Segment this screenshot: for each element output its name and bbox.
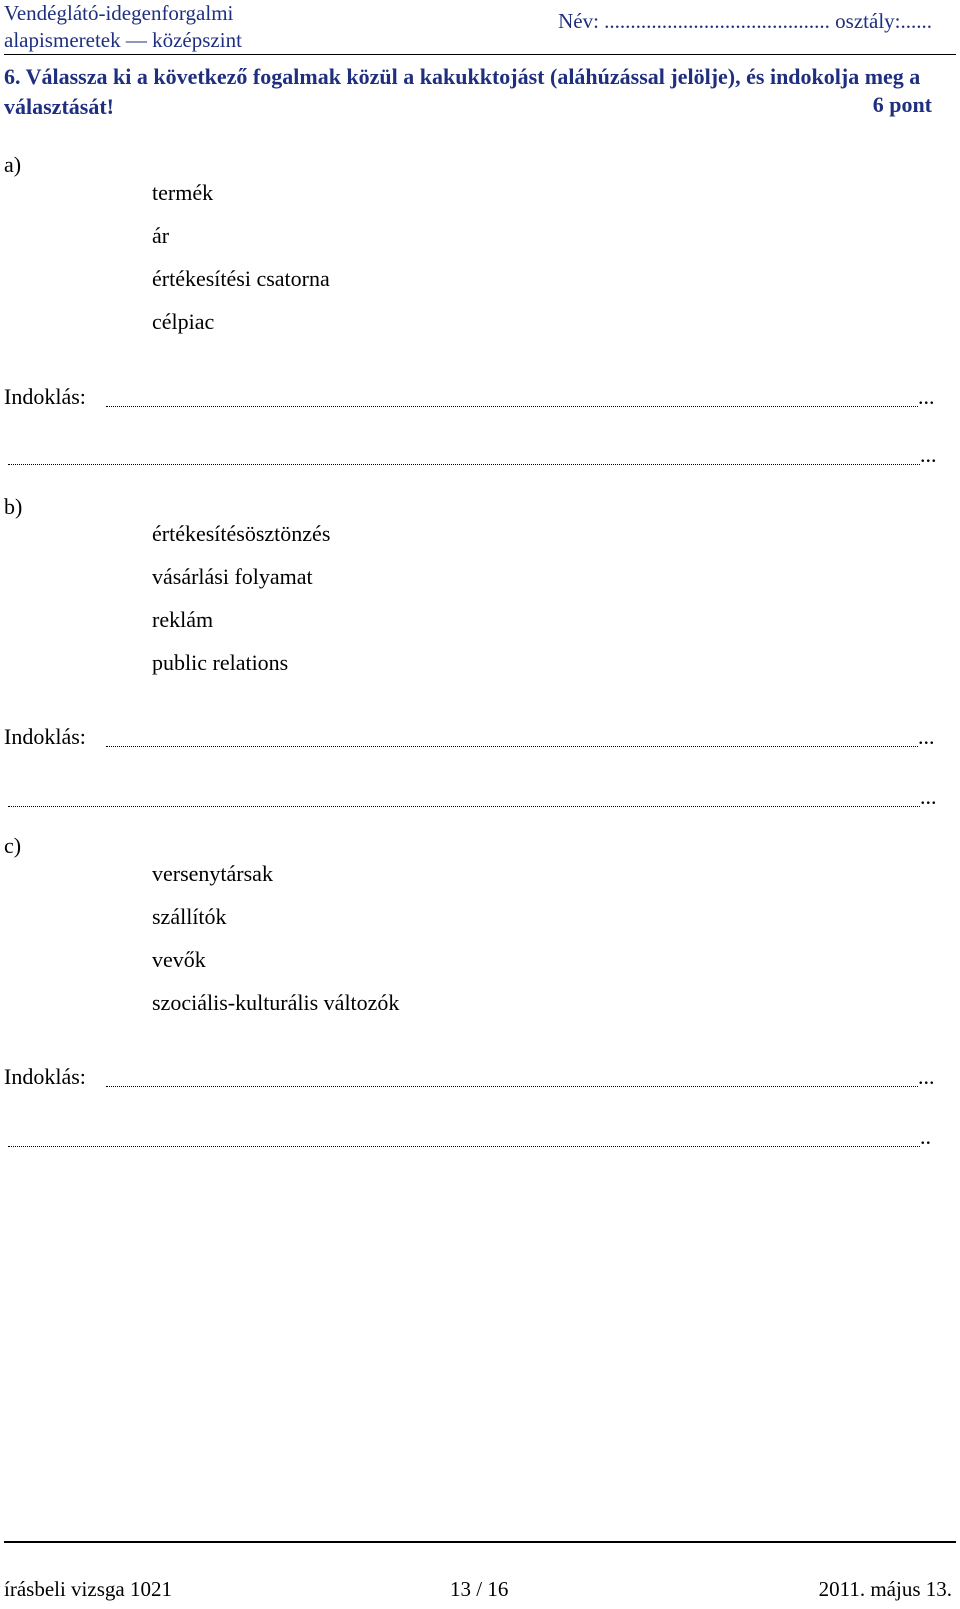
section-b-item-2[interactable]: vásárlási folyamat (152, 564, 313, 589)
section-b-item-1[interactable]: értékesítésösztönzés (152, 521, 331, 546)
section-c-mark: c) (4, 833, 22, 858)
section-a-item-1[interactable]: termék (152, 180, 214, 205)
subject-line-1: Vendéglátó-idegenforgalmi (4, 1, 234, 25)
name-class-field: Név: ........................................... osztály:...... (558, 9, 932, 33)
section-c-line-1-end: ... (918, 1064, 935, 1089)
section-b-answer-line-2[interactable] (8, 806, 920, 807)
section-a-justification-label: Indoklás: (4, 384, 86, 409)
section-a-mark: a) (4, 152, 22, 177)
section-c-item-2[interactable]: szállítók (152, 904, 227, 929)
section-b-item-3[interactable]: reklám (152, 607, 214, 632)
footer-date: 2011. május 13. (818, 1577, 952, 1601)
section-a-answer-line-1[interactable] (106, 406, 918, 407)
section-c-answer-line-1[interactable] (106, 1086, 918, 1087)
section-a-item-3[interactable]: értékesítési csatorna (152, 266, 330, 291)
subject-header (4, 0, 242, 54)
section-a-line-1-end: ... (918, 384, 935, 409)
section-b-mark: b) (4, 494, 23, 519)
section-a-line-2-end: ... (920, 442, 937, 467)
subject-line-2: alapismeretek — középszint (4, 28, 242, 52)
section-b-line-1-end: ... (918, 724, 935, 749)
footer-exam-label: írásbeli vizsga 1021 (4, 1577, 172, 1601)
section-c-answer-line-2[interactable] (8, 1146, 920, 1147)
question-points: 6 pont (872, 92, 932, 117)
section-c-item-4[interactable]: szociális-kulturális változók (152, 990, 400, 1015)
header-rule (4, 54, 956, 55)
section-b-line-2-end: ... (920, 784, 937, 809)
section-b-item-4[interactable]: public relations (152, 650, 289, 675)
section-c-justification-label: Indoklás: (4, 1064, 86, 1089)
section-c-item-3[interactable]: vevők (152, 947, 206, 972)
section-a-item-4[interactable]: célpiac (152, 309, 215, 334)
section-a-item-2[interactable]: ár (152, 223, 170, 248)
section-b-answer-line-1[interactable] (106, 746, 918, 747)
question-text: 6. Válassza ki a következő fogalmak közül a kakukktojást (aláhúzással jelölje), és indokolja meg a választását! (4, 64, 921, 119)
section-c-item-1[interactable]: versenytársak (152, 861, 273, 886)
section-b-justification-label: Indoklás: (4, 724, 86, 749)
section-a-answer-line-2[interactable] (8, 464, 920, 465)
section-c-line-2-end: .. (920, 1124, 931, 1149)
footer-rule (4, 1541, 956, 1543)
footer-page-number: 13 / 16 (450, 1577, 509, 1601)
